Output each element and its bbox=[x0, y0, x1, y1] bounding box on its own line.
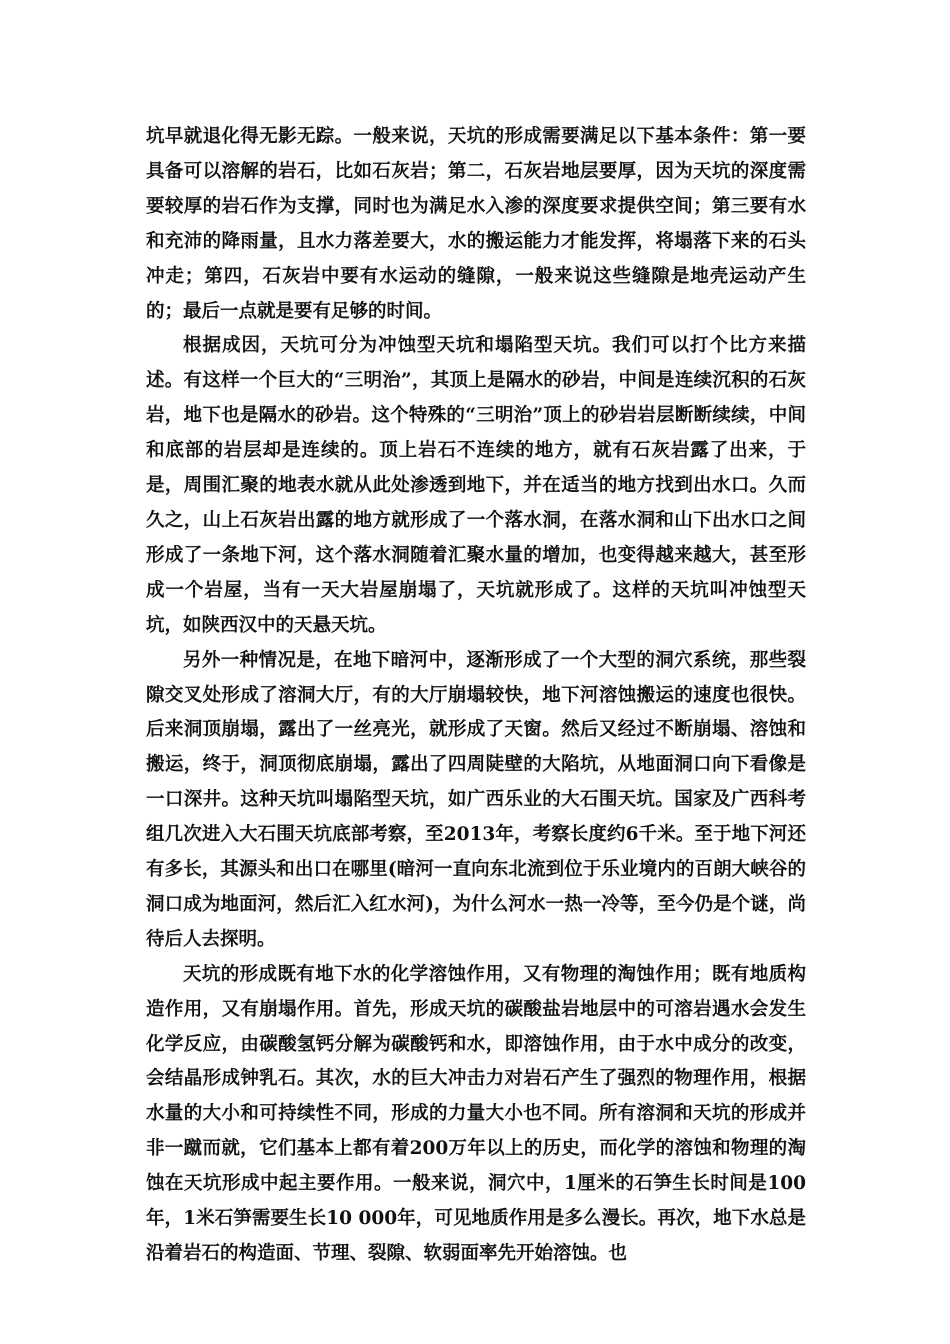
paragraph-1: 坑早就退化得无影无踪。一般来说，天坑的形成需要满足以下基本条件：第一要具备可以溶解的岩石，比如石灰岩；第二，石灰岩地层要厚，因为天坑的深度需要较厚的岩石作为支撑，同时也为满足水入渗的深度要求提供空间；第三要有水和充沛的降雨量，且水力落差要大，水的搬运能力才能发挥，将塌落下来的石头冲走；第四，石灰岩中要有水运动的缝隙，一般来说这些缝隙是地壳运动产生的；最后一点就是要有足够的时间。 bbox=[146, 126, 806, 322]
paragraph-4: 天坑的形成既有地下水的化学溶蚀作用，又有物理的淘蚀作用；既有地质构造作用，又有崩塌作用。首先，形成天坑的碳酸盐岩地层中的可溶岩遇水会发生化学反应，由碳酸氢钙分解为碳酸钙和水，即溶蚀作用，由于水中成分的改变，会结晶形成钟乳石。其次，水的巨大冲击力对岩石产生了强烈的物理作用，根据水量的大小和可持续性不同，形成的力量大小也不同。所有溶洞和天坑的形成并非一蹴而就，它们基本上都有着200万年以上的历史，而化学的溶蚀和物理的淘蚀在天坑形成中起主要作用。一般来说，洞穴中，1厘米的石笋生长时间是100年，1米石笋需要生长10 000年，可见地质作用是多么漫长。再次，地下水总是沿着岩石的构造面、节理、裂隙、软弱面率先开始溶蚀。也 bbox=[146, 963, 806, 1264]
document-body bbox=[146, 120, 806, 1272]
paragraph-3: 另外一种情况是，在地下暗河中，逐渐形成了一个大型的洞穴系统，那些裂隙交叉处形成了溶洞大厅，有的大厅崩塌较快，地下河溶蚀搬运的速度也很快。后来洞顶崩塌，露出了一丝亮光，就形成了天窗。然后又经过不断崩塌、溶蚀和搬运，终于，洞顶彻底崩塌，露出了四周陡壁的大陷坑，从地面洞口向下看像是一口深井。这种天坑叫塌陷型天坑，如广西乐业的大石围天坑。国家及广西科考组几次进入大石围天坑底部考察，至2013年，考察长度约6千米。至于地下河还有多长，其源头和出口在哪里(暗河一直向东北流到位于乐业境内的百朗大峡谷的洞口成为地面河，然后汇入红水河)，为什么河水一热一冷等，至今仍是个谜，尚待后人去探明。 bbox=[146, 649, 806, 950]
paragraph-2: 根据成因，天坑可分为冲蚀型天坑和塌陷型天坑。我们可以打个比方来描述。有这样一个巨大的“三明治”，其顶上是隔水的砂岩，中间是连续沉积的石灰岩，地下也是隔水的砂岩。这个特殊的“三明治”顶上的砂岩岩层断断续续，中间和底部的岩层却是连续的。顶上岩石不连续的地方，就有石灰岩露了出来，于是，周围汇聚的地表水就从此处渗透到地下，并在适当的地方找到出水口。久而久之，山上石灰岩出露的地方就形成了一个落水洞，在落水洞和山下出水口之间形成了一条地下河，这个落水洞随着汇聚水量的增加，也变得越来越大，甚至形成一个岩屋，当有一天大岩屋崩塌了，天坑就形成了。这样的天坑叫冲蚀型天坑，如陕西汉中的天悬天坑。 bbox=[146, 335, 806, 636]
